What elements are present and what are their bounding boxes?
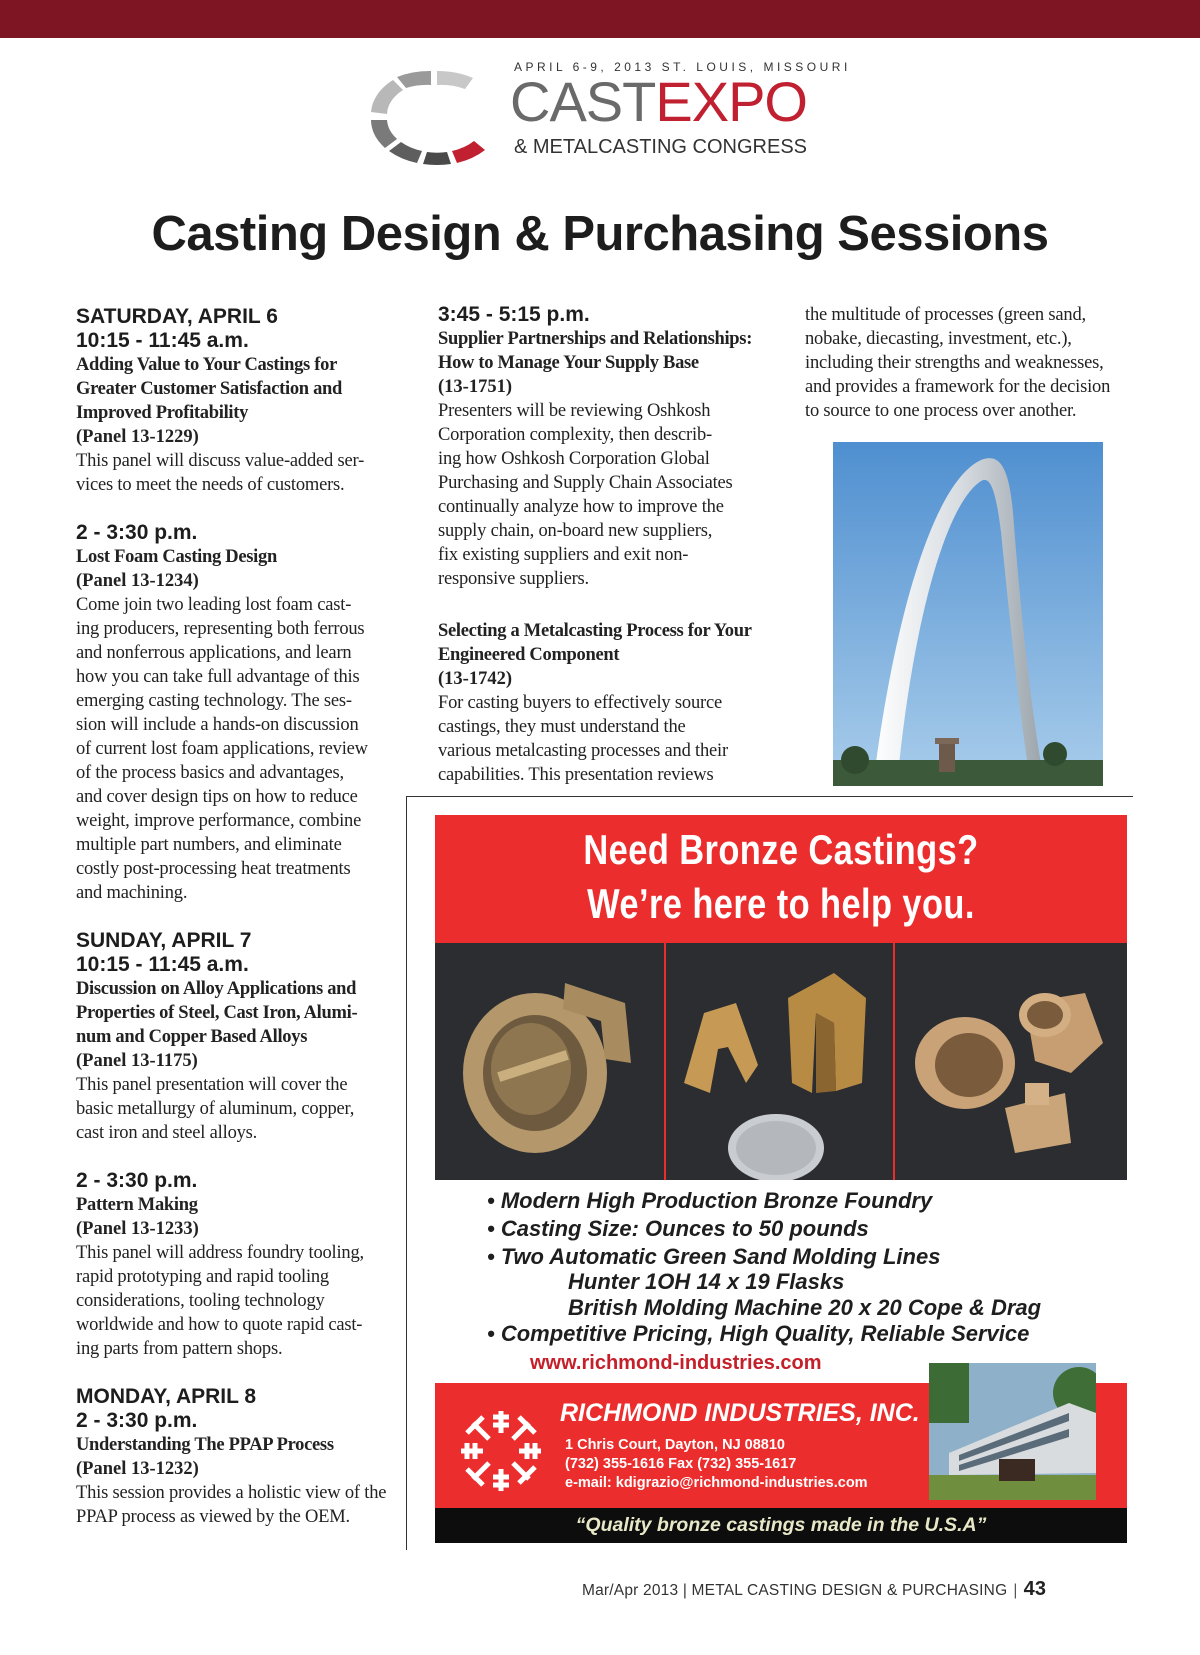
- ad-panel: [435, 815, 1127, 1543]
- gateway-arch-photo: [833, 442, 1103, 786]
- desc-line: responsive suppliers.: [438, 569, 589, 589]
- ad-bullet: • Modern High Production Bronze Foundry: [487, 1188, 933, 1213]
- desc-line: the multitude of processes (green sand,: [805, 305, 1086, 325]
- session-description: [76, 593, 406, 905]
- desc-line: of current lost foam applications, review: [76, 739, 368, 759]
- desc-line: nobake, diecasting, investment, etc.),: [805, 329, 1072, 349]
- desc-line: Come join two leading lost foam cast-: [76, 595, 352, 615]
- desc-line: supply chain, on-board new suppliers,: [438, 521, 713, 541]
- session-time: 10:15 - 11:45 a.m.: [76, 329, 249, 352]
- session-title: [438, 619, 768, 667]
- session-panel: (Panel 13-1175): [76, 1051, 198, 1071]
- desc-line: Presenters will be reviewing Oshkosh: [438, 401, 711, 421]
- ad-bullet: • Two Automatic Green Sand Molding Lines: [487, 1244, 941, 1269]
- desc-line: weight, improve performance, combine: [76, 811, 362, 831]
- footer-separator: |: [1013, 1582, 1018, 1599]
- desc-line: worldwide and how to quote rapid cast-: [76, 1315, 363, 1335]
- session-title-line: Adding Value to Your Castings for: [76, 355, 337, 375]
- session-panel: (Panel 13-1233): [76, 1219, 199, 1239]
- session-3: [76, 953, 406, 1145]
- ad-headline-line: We’re here to help you.: [587, 880, 975, 927]
- ad-bullet: • Casting Size: Ounces to 50 pounds: [487, 1216, 869, 1241]
- bronze-housing-photo: [435, 943, 664, 1180]
- column-1: [76, 305, 406, 1553]
- ad-company-address: 1 Chris Court, Dayton, NJ 08810: [565, 1437, 785, 1453]
- session-panel: (13-1742): [438, 669, 512, 689]
- desc-line: This session provides a holistic view of the: [76, 1483, 387, 1503]
- session-description: [438, 399, 768, 591]
- session-description: [438, 691, 768, 787]
- session-title-line: Understanding The PPAP Process: [76, 1435, 334, 1455]
- session-title: [438, 327, 768, 375]
- session-title: [76, 353, 406, 425]
- column-3: [805, 303, 1135, 423]
- footer-text: Mar/Apr 2013 | METAL CASTING DESIGN & PURCHASING: [582, 1582, 1008, 1599]
- session-panel: (Panel 13-1232): [76, 1459, 199, 1479]
- desc-line: multiple part numbers, and eliminate: [76, 835, 342, 855]
- ad-features-area: [435, 1180, 1127, 1383]
- richmond-logo-icon: [453, 1403, 549, 1499]
- session-7: [438, 619, 768, 787]
- session-1: [76, 329, 406, 497]
- session-title: [76, 977, 406, 1049]
- session-time: 2 - 3:30 p.m.: [76, 1409, 198, 1432]
- logo-name-expo: EXPO: [655, 70, 807, 133]
- logo-name-cast: CAST: [510, 70, 656, 133]
- ad-tagline: “Quality bronze castings made in the U.S.A”: [435, 1508, 1127, 1543]
- session-description: [76, 1241, 406, 1361]
- bronze-brackets-photo: [666, 943, 893, 1180]
- session-title-line: Engineered Component: [438, 645, 620, 665]
- session-description: [76, 449, 406, 497]
- castexpo-logo: [362, 50, 851, 180]
- session-2: [76, 521, 406, 905]
- session-title-line: Pattern Making: [76, 1195, 198, 1215]
- desc-line: basic metallurgy of aluminum, copper,: [76, 1099, 355, 1119]
- top-bar: [0, 0, 1200, 38]
- session-title: [76, 545, 406, 569]
- session-time: 3:45 - 5:15 p.m.: [438, 303, 590, 326]
- desc-line: Corporation complexity, then describ-: [438, 425, 712, 445]
- desc-line: ing parts from pattern shops.: [76, 1339, 283, 1359]
- ad-company-name: RICHMOND INDUSTRIES, INC.: [560, 1399, 920, 1427]
- page-number: 43: [1023, 1578, 1047, 1600]
- session-title: [76, 1433, 406, 1457]
- session-panel: (13-1751): [438, 377, 512, 397]
- desc-line: fix existing suppliers and exit non-: [438, 545, 689, 565]
- desc-line: continually analyze how to improve the: [438, 497, 724, 517]
- desc-line: various metalcasting processes and their: [438, 741, 728, 761]
- desc-line: This panel will discuss value-added ser-: [76, 451, 365, 471]
- desc-line: to source to one process over another.: [805, 401, 1077, 421]
- bronze-fittings-photo: [895, 943, 1127, 1180]
- desc-line: how you can take full advantage of this: [76, 667, 360, 687]
- session-5: [76, 1409, 406, 1529]
- desc-line: capabilities. This presentation reviews: [438, 765, 714, 785]
- ad-company-phone: (732) 355-1616 Fax (732) 355-1617: [565, 1456, 797, 1472]
- session-4: [76, 1169, 406, 1361]
- desc-line: vices to meet the needs of customers.: [76, 475, 345, 495]
- desc-line: castings, they must understand the: [438, 717, 686, 737]
- session-time: 2 - 3:30 p.m.: [76, 1169, 198, 1192]
- session-6: [438, 303, 768, 591]
- session-panel: (Panel 13-1234): [76, 571, 199, 591]
- desc-line: ing producers, representing both ferrous: [76, 619, 365, 639]
- session-description: [76, 1073, 406, 1145]
- richmond-building-photo: [929, 1363, 1096, 1500]
- session-title-line: Lost Foam Casting Design: [76, 547, 277, 567]
- session-panel: (Panel 13-1229): [76, 427, 199, 447]
- desc-line: rapid prototyping and rapid tooling: [76, 1267, 329, 1287]
- session-title-line: Discussion on Alloy Applications and: [76, 979, 357, 999]
- desc-line: Purchasing and Supply Chain Associates: [438, 473, 733, 493]
- session-title-line: Selecting a Metalcasting Process for Your: [438, 621, 752, 641]
- desc-line: costly post-processing heat treatments: [76, 859, 351, 879]
- desc-line: PPAP process as viewed by the OEM.: [76, 1507, 350, 1527]
- richmond-advertisement: [406, 796, 1133, 1550]
- session-title-line: Greater Customer Satisfaction and: [76, 379, 343, 399]
- castexpo-ring-icon: [362, 58, 512, 176]
- ad-headline-line: Need Bronze Castings?: [583, 826, 979, 873]
- logo-subtitle: & METALCASTING CONGRESS: [514, 136, 808, 158]
- desc-line: sion will include a hands-on discussion: [76, 715, 359, 735]
- column-2: [438, 303, 768, 811]
- desc-line: This panel will address foundry tooling,: [76, 1243, 364, 1263]
- logo-date-line: APRIL 6-9, 2013 ST. LOUIS, MISSOURI: [514, 60, 851, 74]
- desc-line: and nonferrous applications, and learn: [76, 643, 352, 663]
- desc-line: considerations, tooling technology: [76, 1291, 325, 1311]
- ad-company-email[interactable]: e-mail: kdigrazio@richmond-industries.com: [565, 1475, 868, 1491]
- desc-line: including their strengths and weaknesses,: [805, 353, 1104, 373]
- desc-line: cast iron and steel alloys.: [76, 1123, 258, 1143]
- ad-headline: [497, 823, 1064, 931]
- ad-website-link[interactable]: www.richmond-industries.com: [530, 1352, 822, 1374]
- desc-line: emerging casting technology. The ses-: [76, 691, 352, 711]
- session-description: [76, 1481, 406, 1529]
- desc-line: For casting buyers to effectively source: [438, 693, 722, 713]
- session-title-line: Properties of Steel, Cast Iron, Alumi-: [76, 1003, 358, 1023]
- day-heading-sunday: SUNDAY, APRIL 7: [76, 929, 252, 952]
- session-time: 10:15 - 11:45 a.m.: [76, 953, 249, 976]
- session-time: 2 - 3:30 p.m.: [76, 521, 198, 544]
- page-footer: [582, 1578, 1046, 1601]
- ad-bullet-sub: British Molding Machine 20 x 20 Cope & Drag: [568, 1295, 1042, 1320]
- desc-line: ing how Oshkosh Corporation Global: [438, 449, 710, 469]
- session-title-line: How to Manage Your Supply Base: [438, 353, 699, 373]
- session-title-line: num and Copper Based Alloys: [76, 1027, 308, 1047]
- session-title-line: Improved Profitability: [76, 403, 249, 423]
- day-heading-monday: MONDAY, APRIL 8: [76, 1385, 257, 1408]
- session-title: [76, 1193, 406, 1217]
- session-description-continued: [805, 303, 1135, 423]
- desc-line: and machining.: [76, 883, 188, 903]
- session-title-line: Supplier Partnerships and Relationships:: [438, 329, 753, 349]
- desc-line: of the process basics and advantages,: [76, 763, 344, 783]
- ad-bullet: • Competitive Pricing, High Quality, Reliable Service: [487, 1321, 1030, 1346]
- desc-line: This panel presentation will cover the: [76, 1075, 348, 1095]
- page-headline: Casting Design & Purchasing Sessions: [151, 207, 1049, 261]
- desc-line: and provides a framework for the decision: [805, 377, 1111, 397]
- desc-line: and cover design tips on how to reduce: [76, 787, 358, 807]
- logo-name: [510, 72, 807, 132]
- day-heading-saturday: SATURDAY, APRIL 6: [76, 305, 278, 328]
- ad-bullet-sub: Hunter 1OH 14 x 19 Flasks: [568, 1269, 845, 1294]
- ad-company-block: [435, 1383, 1127, 1508]
